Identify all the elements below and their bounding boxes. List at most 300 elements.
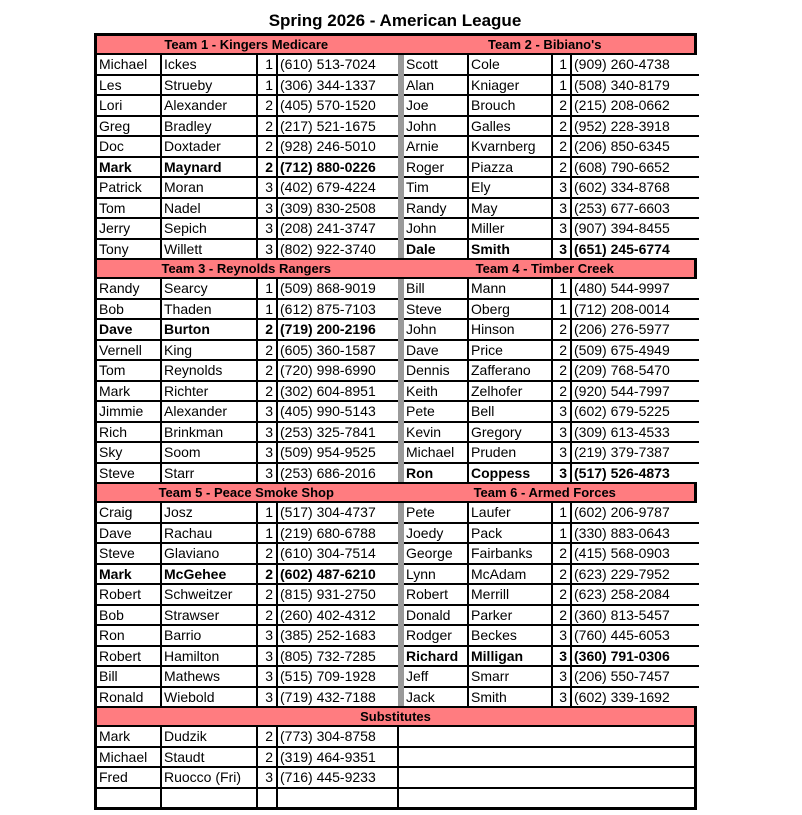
level-cell[interactable]: 2 xyxy=(258,117,278,136)
player-row xyxy=(404,137,699,158)
last-name-cell[interactable]: Parker xyxy=(469,606,553,625)
first-name-cell[interactable]: Mark xyxy=(97,727,162,746)
level-cell[interactable]: 3 xyxy=(553,402,572,421)
last-name-cell[interactable]: Dudzik xyxy=(162,727,258,746)
last-name-cell[interactable]: Zafferano xyxy=(469,361,553,380)
phone-cell[interactable]: (209) 768-5470 xyxy=(572,361,699,380)
phone-cell[interactable]: (405) 990-5143 xyxy=(278,402,399,421)
level-cell[interactable]: 2 xyxy=(258,585,278,604)
team-roster xyxy=(404,503,699,706)
level-cell[interactable]: 1 xyxy=(258,76,278,95)
level-cell[interactable]: 3 xyxy=(553,199,572,218)
level-cell[interactable]: 2 xyxy=(553,565,572,584)
level-cell[interactable]: 3 xyxy=(258,178,278,197)
last-name-cell[interactable]: Soom xyxy=(162,443,258,462)
level-cell[interactable]: 2 xyxy=(258,341,278,360)
last-name-cell[interactable]: Zelhofer xyxy=(469,382,553,401)
player-row xyxy=(404,688,699,707)
last-name-cell[interactable]: Bell xyxy=(469,402,553,421)
first-name-cell[interactable]: Craig xyxy=(97,503,162,522)
level-cell[interactable]: 2 xyxy=(258,382,278,401)
first-name-cell[interactable]: Pete xyxy=(404,402,469,421)
player-row xyxy=(404,565,699,586)
first-name-cell[interactable]: Dave xyxy=(97,524,162,543)
player-row xyxy=(97,423,399,444)
last-name-cell[interactable]: Ickes xyxy=(162,55,258,74)
level-cell[interactable]: 2 xyxy=(258,606,278,625)
last-name-cell[interactable]: Josz xyxy=(162,503,258,522)
level-cell[interactable]: 3 xyxy=(258,219,278,238)
first-name-cell[interactable]: Mark xyxy=(97,382,162,401)
first-name-cell[interactable]: Fred xyxy=(97,768,162,787)
last-name-cell[interactable]: Hinson xyxy=(469,320,553,339)
level-cell[interactable]: 3 xyxy=(553,647,572,666)
player-row xyxy=(97,544,399,565)
phone-cell[interactable]: (253) 677-6603 xyxy=(572,199,699,218)
phone-cell[interactable]: (302) 604-8951 xyxy=(278,382,399,401)
player-row xyxy=(97,55,399,76)
last-name-cell[interactable]: Nadel xyxy=(162,199,258,218)
level-cell[interactable]: 2 xyxy=(553,137,572,156)
first-name-cell[interactable]: Dave xyxy=(404,341,469,360)
level-cell[interactable]: 3 xyxy=(553,178,572,197)
substitutes-header-row xyxy=(97,708,694,727)
phone-cell[interactable]: (219) 680-6788 xyxy=(278,524,399,543)
team-name-header: Team 3 - Reynolds Rangers xyxy=(161,261,332,276)
first-name-cell[interactable]: Jimmie xyxy=(97,402,162,421)
last-name-cell[interactable]: Gregory xyxy=(469,423,553,442)
player-row xyxy=(404,626,699,647)
first-name-cell[interactable]: Randy xyxy=(97,279,162,298)
last-name-cell[interactable]: Rachau xyxy=(162,524,258,543)
team-block xyxy=(97,279,694,482)
last-name-cell[interactable]: Richter xyxy=(162,382,258,401)
first-name-cell[interactable] xyxy=(97,789,162,808)
first-name-cell[interactable]: Vernell xyxy=(97,341,162,360)
player-row xyxy=(404,117,699,138)
phone-cell[interactable]: (330) 883-0643 xyxy=(572,524,699,543)
level-cell[interactable]: 3 xyxy=(258,626,278,645)
first-name-cell[interactable]: Robert xyxy=(404,585,469,604)
first-name-cell[interactable]: John xyxy=(404,117,469,136)
team-header-row xyxy=(97,36,694,55)
level-cell[interactable]: 3 xyxy=(258,199,278,218)
player-row xyxy=(97,688,399,707)
phone-cell[interactable]: (509) 954-9525 xyxy=(278,443,399,462)
first-name-cell[interactable]: Ron xyxy=(404,464,469,483)
player-row xyxy=(97,503,399,524)
last-name-cell[interactable]: Alexander xyxy=(162,402,258,421)
empty-cell[interactable] xyxy=(399,748,694,767)
first-name-cell[interactable]: Keith xyxy=(404,382,469,401)
first-name-cell[interactable]: Jack xyxy=(404,688,469,707)
last-name-cell[interactable]: Laufer xyxy=(469,503,553,522)
empty-cell[interactable] xyxy=(399,727,694,746)
phone-cell[interactable]: (712) 208-0014 xyxy=(572,300,699,319)
last-name-cell[interactable]: Pruden xyxy=(469,443,553,462)
player-row xyxy=(97,402,399,423)
first-name-cell[interactable]: Pete xyxy=(404,503,469,522)
phone-cell[interactable]: (480) 544-9997 xyxy=(572,279,699,298)
first-name-cell[interactable]: Lynn xyxy=(404,565,469,584)
phone-cell[interactable]: (773) 304-8758 xyxy=(278,727,399,746)
first-name-cell[interactable]: Bob xyxy=(97,606,162,625)
phone-cell[interactable]: (215) 208-0662 xyxy=(572,96,699,115)
level-cell[interactable]: 2 xyxy=(553,320,572,339)
last-name-cell[interactable]: Ruocco (Fri) xyxy=(162,768,258,787)
first-name-cell[interactable]: Scott xyxy=(404,55,469,74)
last-name-cell[interactable]: Doxtader xyxy=(162,137,258,156)
first-name-cell[interactable]: Bill xyxy=(97,667,162,686)
phone-cell[interactable]: (720) 998-6990 xyxy=(278,361,399,380)
level-cell[interactable]: 2 xyxy=(258,565,278,584)
first-name-cell[interactable]: Robert xyxy=(97,585,162,604)
phone-cell[interactable]: (608) 790-6652 xyxy=(572,158,699,177)
last-name-cell[interactable] xyxy=(162,789,258,808)
phone-cell[interactable]: (509) 868-9019 xyxy=(278,279,399,298)
first-name-cell[interactable]: Jeff xyxy=(404,667,469,686)
level-cell[interactable]: 3 xyxy=(553,443,572,462)
phone-cell[interactable]: (623) 258-2084 xyxy=(572,585,699,604)
first-name-cell[interactable]: Michael xyxy=(97,748,162,767)
phone-cell[interactable]: (610) 513-7024 xyxy=(278,55,399,74)
level-cell[interactable]: 1 xyxy=(258,524,278,543)
first-name-cell[interactable]: Ron xyxy=(97,626,162,645)
first-name-cell[interactable]: Steve xyxy=(97,464,162,483)
phone-cell[interactable]: (651) 245-6774 xyxy=(572,240,699,259)
first-name-cell[interactable]: John xyxy=(404,219,469,238)
level-cell[interactable]: 3 xyxy=(258,647,278,666)
first-name-cell[interactable]: Steve xyxy=(97,544,162,563)
phone-cell[interactable]: (360) 813-5457 xyxy=(572,606,699,625)
phone-cell[interactable]: (309) 830-2508 xyxy=(278,199,399,218)
last-name-cell[interactable]: Bradley xyxy=(162,117,258,136)
last-name-cell[interactable]: Kvarnberg xyxy=(469,137,553,156)
last-name-cell[interactable]: Milligan xyxy=(469,647,553,666)
level-cell[interactable]: 2 xyxy=(553,585,572,604)
phone-cell[interactable]: (602) 487-6210 xyxy=(278,565,399,584)
phone-cell[interactable]: (920) 544-7997 xyxy=(572,382,699,401)
level-cell[interactable]: 1 xyxy=(553,300,572,319)
player-row xyxy=(97,279,399,300)
last-name-cell[interactable]: McGehee xyxy=(162,565,258,584)
first-name-cell[interactable]: Patrick xyxy=(97,178,162,197)
last-name-cell[interactable]: Moran xyxy=(162,178,258,197)
phone-cell[interactable]: (208) 241-3747 xyxy=(278,219,399,238)
phone-cell[interactable] xyxy=(278,789,399,808)
first-name-cell[interactable]: Rodger xyxy=(404,626,469,645)
last-name-cell[interactable]: Schweitzer xyxy=(162,585,258,604)
first-name-cell[interactable]: Dennis xyxy=(404,361,469,380)
first-name-cell[interactable]: Richard xyxy=(404,647,469,666)
phone-cell[interactable]: (402) 679-4224 xyxy=(278,178,399,197)
last-name-cell[interactable]: Alexander xyxy=(162,96,258,115)
last-name-cell[interactable]: Sepich xyxy=(162,219,258,238)
last-name-cell[interactable]: Price xyxy=(469,341,553,360)
player-row xyxy=(404,443,699,464)
first-name-cell[interactable]: Les xyxy=(97,76,162,95)
phone-cell[interactable]: (309) 613-4533 xyxy=(572,423,699,442)
level-cell[interactable]: 3 xyxy=(553,423,572,442)
last-name-cell[interactable]: Oberg xyxy=(469,300,553,319)
phone-cell[interactable]: (360) 791-0306 xyxy=(572,647,699,666)
last-name-cell[interactable]: McAdam xyxy=(469,565,553,584)
last-name-cell[interactable]: Glaviano xyxy=(162,544,258,563)
team-block xyxy=(97,503,694,706)
player-row xyxy=(404,361,699,382)
level-cell[interactable]: 3 xyxy=(258,667,278,686)
phone-cell[interactable]: (928) 246-5010 xyxy=(278,137,399,156)
last-name-cell[interactable]: Starr xyxy=(162,464,258,483)
first-name-cell[interactable]: Lori xyxy=(97,96,162,115)
player-row xyxy=(404,524,699,545)
phone-cell[interactable]: (623) 229-7952 xyxy=(572,565,699,584)
last-name-cell[interactable]: Strueby xyxy=(162,76,258,95)
phone-cell[interactable]: (712) 880-0226 xyxy=(278,158,399,177)
level-cell[interactable]: 2 xyxy=(553,158,572,177)
level-cell[interactable]: 2 xyxy=(258,137,278,156)
first-name-cell[interactable]: Bob xyxy=(97,300,162,319)
level-cell[interactable]: 2 xyxy=(553,96,572,115)
level-cell[interactable]: 1 xyxy=(553,76,572,95)
first-name-cell[interactable]: Bill xyxy=(404,279,469,298)
first-name-cell[interactable]: Michael xyxy=(404,443,469,462)
phone-cell[interactable]: (415) 568-0903 xyxy=(572,544,699,563)
level-cell[interactable]: 1 xyxy=(553,279,572,298)
first-name-cell[interactable]: Joedy xyxy=(404,524,469,543)
level-cell[interactable]: 3 xyxy=(258,443,278,462)
phone-cell[interactable]: (260) 402-4312 xyxy=(278,606,399,625)
first-name-cell[interactable]: Alan xyxy=(404,76,469,95)
first-name-cell[interactable]: Dave xyxy=(97,320,162,339)
level-cell[interactable]: 3 xyxy=(553,464,572,483)
first-name-cell[interactable]: George xyxy=(404,544,469,563)
first-name-cell[interactable]: Doc xyxy=(97,137,162,156)
first-name-cell[interactable]: Robert xyxy=(97,647,162,666)
last-name-cell[interactable]: Piazza xyxy=(469,158,553,177)
level-cell[interactable]: 1 xyxy=(258,55,278,74)
phone-cell[interactable]: (802) 922-3740 xyxy=(278,240,399,259)
team-header-row xyxy=(97,484,694,503)
first-name-cell[interactable]: Sky xyxy=(97,443,162,462)
level-cell[interactable]: 2 xyxy=(553,544,572,563)
player-row xyxy=(97,748,694,769)
level-cell[interactable]: 3 xyxy=(258,688,278,707)
first-name-cell[interactable]: Tony xyxy=(97,240,162,259)
level-cell[interactable]: 3 xyxy=(553,240,572,259)
last-name-cell[interactable]: Cole xyxy=(469,55,553,74)
phone-cell[interactable]: (306) 344-1337 xyxy=(278,76,399,95)
last-name-cell[interactable]: Merrill xyxy=(469,585,553,604)
phone-cell[interactable]: (909) 260-4738 xyxy=(572,55,699,74)
last-name-cell[interactable]: Mathews xyxy=(162,667,258,686)
level-cell[interactable]: 2 xyxy=(553,341,572,360)
first-name-cell[interactable]: Dale xyxy=(404,240,469,259)
last-name-cell[interactable]: Maynard xyxy=(162,158,258,177)
phone-cell[interactable]: (217) 521-1675 xyxy=(278,117,399,136)
phone-cell[interactable]: (610) 304-7514 xyxy=(278,544,399,563)
first-name-cell[interactable]: Donald xyxy=(404,606,469,625)
last-name-cell[interactable]: Hamilton xyxy=(162,647,258,666)
first-name-cell[interactable]: Joe xyxy=(404,96,469,115)
empty-cell[interactable] xyxy=(399,789,694,808)
player-row xyxy=(404,320,699,341)
first-name-cell[interactable]: Steve xyxy=(404,300,469,319)
phone-cell[interactable]: (206) 550-7457 xyxy=(572,667,699,686)
player-row xyxy=(404,423,699,444)
phone-cell[interactable]: (719) 200-2196 xyxy=(278,320,399,339)
player-row xyxy=(404,219,699,240)
last-name-cell[interactable]: Kniager xyxy=(469,76,553,95)
last-name-cell[interactable]: Burton xyxy=(162,320,258,339)
phone-cell[interactable]: (605) 360-1587 xyxy=(278,341,399,360)
player-row xyxy=(404,402,699,423)
level-cell[interactable]: 3 xyxy=(553,626,572,645)
player-row xyxy=(404,667,699,688)
phone-cell[interactable]: (602) 679-5225 xyxy=(572,402,699,421)
page-title: Spring 2026 - American League xyxy=(268,11,522,30)
last-name-cell[interactable]: Pack xyxy=(469,524,553,543)
phone-cell[interactable]: (716) 445-9233 xyxy=(278,768,399,787)
first-name-cell[interactable]: Roger xyxy=(404,158,469,177)
level-cell[interactable]: 1 xyxy=(258,279,278,298)
phone-cell[interactable]: (517) 304-4737 xyxy=(278,503,399,522)
phone-cell[interactable]: (206) 850-6345 xyxy=(572,137,699,156)
first-name-cell[interactable]: Tim xyxy=(404,178,469,197)
last-name-cell[interactable]: Smith xyxy=(469,688,553,707)
level-cell[interactable]: 2 xyxy=(258,544,278,563)
last-name-cell[interactable]: Beckes xyxy=(469,626,553,645)
first-name-cell[interactable]: Mark xyxy=(97,158,162,177)
phone-cell[interactable]: (253) 325-7841 xyxy=(278,423,399,442)
first-name-cell[interactable]: Ronald xyxy=(97,688,162,707)
level-cell[interactable]: 3 xyxy=(258,423,278,442)
first-name-cell[interactable]: Randy xyxy=(404,199,469,218)
first-name-cell[interactable]: Tom xyxy=(97,361,162,380)
level-cell[interactable]: 2 xyxy=(258,96,278,115)
level-cell[interactable]: 1 xyxy=(258,503,278,522)
player-row xyxy=(97,382,399,403)
first-name-cell[interactable]: Michael xyxy=(97,55,162,74)
first-name-cell[interactable]: Arnie xyxy=(404,137,469,156)
phone-cell[interactable]: (385) 252-1683 xyxy=(278,626,399,645)
level-cell[interactable]: 3 xyxy=(553,688,572,707)
level-cell[interactable]: 3 xyxy=(258,240,278,259)
phone-cell[interactable]: (517) 526-4873 xyxy=(572,464,699,483)
phone-cell[interactable]: (319) 464-9351 xyxy=(278,748,399,767)
last-name-cell[interactable]: Miller xyxy=(469,219,553,238)
last-name-cell[interactable]: Willett xyxy=(162,240,258,259)
first-name-cell[interactable]: Tom xyxy=(97,199,162,218)
last-name-cell[interactable]: Smith xyxy=(469,240,553,259)
phone-cell[interactable]: (602) 339-1692 xyxy=(572,688,699,707)
phone-cell[interactable]: (509) 675-4949 xyxy=(572,341,699,360)
phone-cell[interactable]: (760) 445-6053 xyxy=(572,626,699,645)
last-name-cell[interactable]: Wiebold xyxy=(162,688,258,707)
level-cell[interactable]: 3 xyxy=(258,402,278,421)
team-roster xyxy=(97,55,399,258)
last-name-cell[interactable]: Searcy xyxy=(162,279,258,298)
level-cell[interactable]: 2 xyxy=(258,748,278,767)
first-name-cell[interactable]: Mark xyxy=(97,565,162,584)
phone-cell[interactable]: (952) 228-3918 xyxy=(572,117,699,136)
last-name-cell[interactable]: Strawser xyxy=(162,606,258,625)
last-name-cell[interactable]: Thaden xyxy=(162,300,258,319)
first-name-cell[interactable]: Kevin xyxy=(404,423,469,442)
phone-cell[interactable]: (508) 340-8179 xyxy=(572,76,699,95)
phone-cell[interactable]: (253) 686-2016 xyxy=(278,464,399,483)
team-header-row xyxy=(97,260,694,279)
last-name-cell[interactable]: Ely xyxy=(469,178,553,197)
level-cell[interactable]: 1 xyxy=(553,55,572,74)
phone-cell[interactable]: (405) 570-1520 xyxy=(278,96,399,115)
phone-cell[interactable]: (206) 276-5977 xyxy=(572,320,699,339)
level-cell[interactable]: 1 xyxy=(553,524,572,543)
level-cell[interactable]: 2 xyxy=(258,361,278,380)
phone-cell[interactable]: (907) 394-8455 xyxy=(572,219,699,238)
player-row xyxy=(97,464,399,483)
player-row xyxy=(97,320,399,341)
level-cell[interactable]: 3 xyxy=(258,464,278,483)
player-row xyxy=(404,178,699,199)
first-name-cell[interactable]: Greg xyxy=(97,117,162,136)
last-name-cell[interactable]: Brouch xyxy=(469,96,553,115)
level-cell[interactable]: 3 xyxy=(258,768,278,787)
player-row xyxy=(97,76,399,97)
phone-cell[interactable]: (719) 432-7188 xyxy=(278,688,399,707)
last-name-cell[interactable]: Galles xyxy=(469,117,553,136)
last-name-cell[interactable]: Reynolds xyxy=(162,361,258,380)
level-cell[interactable]: 1 xyxy=(258,300,278,319)
level-cell[interactable]: 2 xyxy=(258,727,278,746)
level-cell[interactable]: 3 xyxy=(553,667,572,686)
phone-cell[interactable]: (612) 875-7103 xyxy=(278,300,399,319)
player-row xyxy=(404,199,699,220)
level-cell[interactable]: 2 xyxy=(553,382,572,401)
empty-cell[interactable] xyxy=(399,768,694,787)
last-name-cell[interactable]: Fairbanks xyxy=(469,544,553,563)
last-name-cell[interactable]: Staudt xyxy=(162,748,258,767)
level-cell[interactable]: 2 xyxy=(553,361,572,380)
last-name-cell[interactable]: Coppess xyxy=(469,464,553,483)
phone-cell[interactable]: (815) 931-2750 xyxy=(278,585,399,604)
first-name-cell[interactable]: John xyxy=(404,320,469,339)
last-name-cell[interactable]: Smarr xyxy=(469,667,553,686)
phone-cell[interactable]: (219) 379-7387 xyxy=(572,443,699,462)
last-name-cell[interactable]: May xyxy=(469,199,553,218)
last-name-cell[interactable]: Barrio xyxy=(162,626,258,645)
last-name-cell[interactable]: Brinkman xyxy=(162,423,258,442)
phone-cell[interactable]: (805) 732-7285 xyxy=(278,647,399,666)
phone-cell[interactable]: (515) 709-1928 xyxy=(278,667,399,686)
level-cell[interactable]: 2 xyxy=(553,606,572,625)
level-cell[interactable]: 2 xyxy=(258,158,278,177)
last-name-cell[interactable]: Mann xyxy=(469,279,553,298)
level-cell[interactable]: 1 xyxy=(553,503,572,522)
player-row xyxy=(97,219,399,240)
level-cell[interactable]: 2 xyxy=(553,117,572,136)
first-name-cell[interactable]: Jerry xyxy=(97,219,162,238)
player-row xyxy=(404,647,699,668)
first-name-cell[interactable]: Rich xyxy=(97,423,162,442)
level-cell[interactable] xyxy=(258,789,278,808)
level-cell[interactable]: 3 xyxy=(553,219,572,238)
last-name-cell[interactable]: King xyxy=(162,341,258,360)
level-cell[interactable]: 2 xyxy=(258,320,278,339)
phone-cell[interactable]: (602) 334-8768 xyxy=(572,178,699,197)
phone-cell[interactable]: (602) 206-9787 xyxy=(572,503,699,522)
player-row xyxy=(404,585,699,606)
